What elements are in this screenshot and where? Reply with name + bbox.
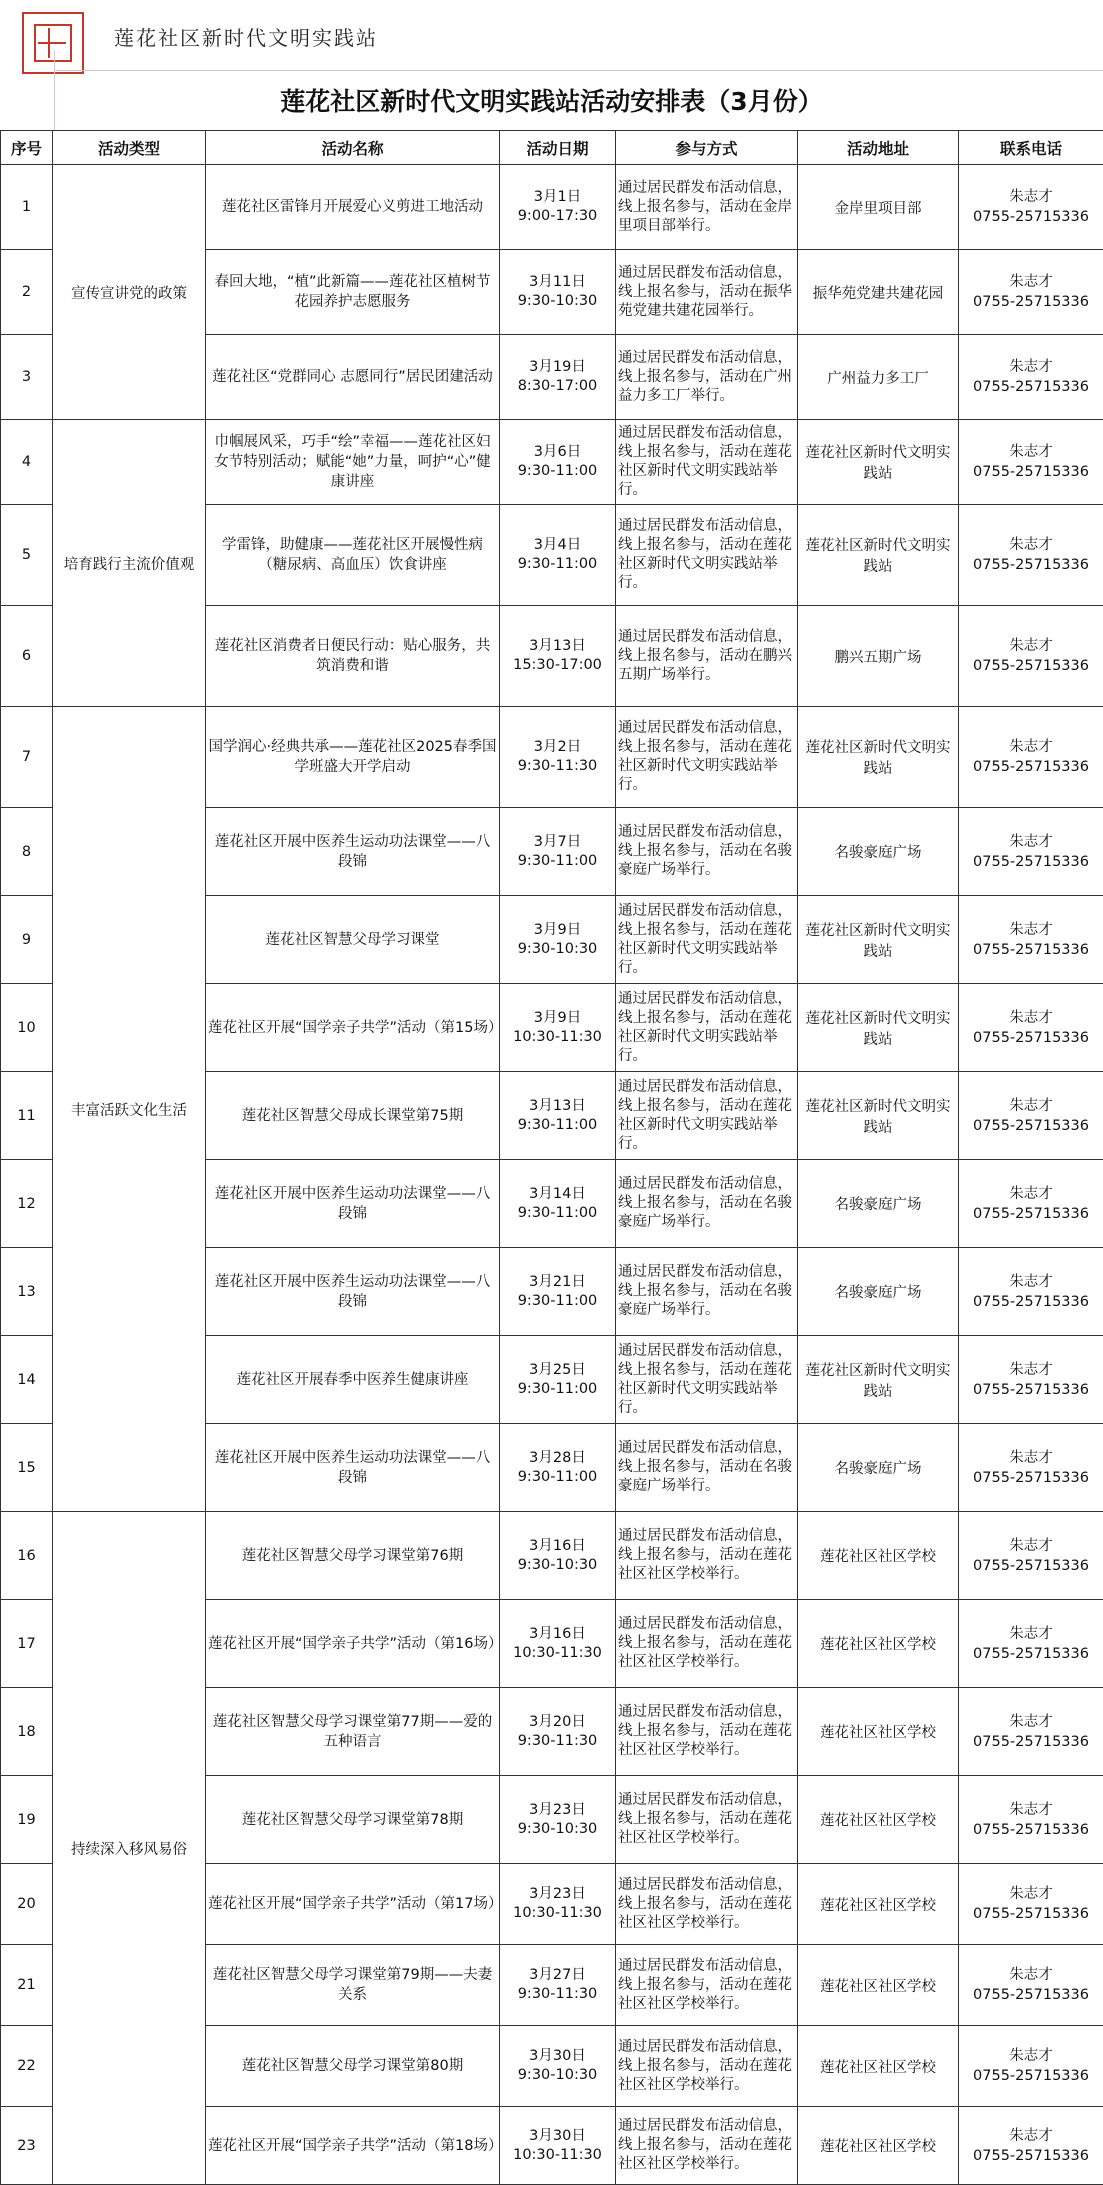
activity-place: 鹏兴五期广场: [798, 606, 959, 707]
table-header-row: [1, 131, 1103, 165]
date-day: 3月9日: [502, 921, 613, 940]
date-time: 9:30-11:00: [502, 852, 613, 871]
activity-date: [500, 707, 616, 808]
activity-name: 莲花社区开展中医养生运动功法课堂——八段锦: [206, 1160, 500, 1248]
contact-phone: [959, 896, 1103, 984]
activity-name: 莲花社区智慧父母学习课堂第78期: [206, 1776, 500, 1864]
activity-name: 莲花社区开展中医养生运动功法课堂——八段锦: [206, 1248, 500, 1336]
activity-date: [500, 606, 616, 707]
table-row: [1, 420, 1103, 505]
activity-place: 莲花社区新时代文明实践站: [798, 984, 959, 1072]
activity-place: 莲花社区社区学校: [798, 1688, 959, 1776]
activity-date: [500, 505, 616, 606]
activity-name: 学雷锋，助健康——莲花社区开展慢性病（糖尿病、高血压）饮食讲座: [206, 505, 500, 606]
activity-name: 莲花社区开展中医养生运动功法课堂——八段锦: [206, 808, 500, 896]
activity-place: 莲花社区新时代文明实践站: [798, 707, 959, 808]
phone-number: 0755-25715336: [961, 656, 1101, 676]
participation-method: 通过居民群发布活动信息，线上报名参与，活动在莲花社区新时代文明实践站举行。: [616, 420, 798, 505]
phone-number: 0755-25715336: [961, 757, 1101, 777]
date-time: 9:30-10:30: [502, 1820, 613, 1839]
activity-type: 培育践行主流价值观: [53, 420, 206, 707]
date-day: 3月16日: [502, 1537, 613, 1556]
contact-name: 朱志才: [961, 1800, 1101, 1820]
contact-name: 朱志才: [961, 920, 1101, 940]
date-time: 9:30-11:00: [502, 1380, 613, 1399]
contact-phone: [959, 420, 1103, 505]
row-number: 21: [1, 1945, 53, 2026]
activity-date: [500, 1072, 616, 1160]
date-time: 9:30-10:30: [502, 2066, 613, 2085]
contact-name: 朱志才: [961, 1360, 1101, 1380]
phone-number: 0755-25715336: [961, 377, 1101, 397]
date-day: 3月4日: [502, 536, 613, 555]
contact-phone: [959, 165, 1103, 250]
activity-place: 名骏豪庭广场: [798, 1160, 959, 1248]
row-number: 18: [1, 1688, 53, 1776]
activity-place: 莲花社区新时代文明实践站: [798, 505, 959, 606]
activity-place: 莲花社区社区学校: [798, 1776, 959, 1864]
participation-method: 通过居民群发布活动信息，线上报名参与，活动在金岸里项目部举行。: [616, 165, 798, 250]
date-day: 3月9日: [502, 1009, 613, 1028]
phone-number: 0755-25715336: [961, 852, 1101, 872]
contact-name: 朱志才: [961, 2046, 1101, 2066]
date-time: 9:30-11:00: [502, 555, 613, 574]
date-day: 3月23日: [502, 1801, 613, 1820]
activity-name: 莲花社区雷锋月开展爱心义剪进工地活动: [206, 165, 500, 250]
date-time: 10:30-11:30: [502, 1028, 613, 1047]
date-time: 9:30-10:30: [502, 292, 613, 311]
phone-number: 0755-25715336: [961, 1820, 1101, 1840]
phone-number: 0755-25715336: [961, 1985, 1101, 2005]
participation-method: 通过居民群发布活动信息，线上报名参与，活动在莲花社区社区学校举行。: [616, 1600, 798, 1688]
contact-phone: [959, 250, 1103, 335]
phone-number: 0755-25715336: [961, 1028, 1101, 1048]
row-number: 14: [1, 1336, 53, 1424]
date-time: 8:30-17:00: [502, 377, 613, 396]
activity-name: 莲花社区消费者日便民行动：贴心服务，共筑消费和谐: [206, 606, 500, 707]
activity-type: 丰富活跃文化生活: [53, 707, 206, 1512]
contact-phone: [959, 1160, 1103, 1248]
activity-place: 莲花社区新时代文明实践站: [798, 896, 959, 984]
table-row: [1, 1512, 1103, 1600]
activity-name: 春回大地，“植”此新篇——莲花社区植树节花园养护志愿服务: [206, 250, 500, 335]
participation-method: 通过居民群发布活动信息，线上报名参与，活动在莲花社区新时代文明实践站举行。: [616, 1336, 798, 1424]
contact-name: 朱志才: [961, 187, 1101, 207]
participation-method: 通过居民群发布活动信息，线上报名参与，活动在名骏豪庭广场举行。: [616, 1424, 798, 1512]
phone-number: 0755-25715336: [961, 940, 1101, 960]
activity-place: 莲花社区新时代文明实践站: [798, 420, 959, 505]
participation-method: 通过居民群发布活动信息，线上报名参与，活动在莲花社区社区学校举行。: [616, 2026, 798, 2107]
contact-name: 朱志才: [961, 832, 1101, 852]
participation-method: 通过居民群发布活动信息，线上报名参与，活动在莲花社区社区学校举行。: [616, 1776, 798, 1864]
activity-place: 莲花社区社区学校: [798, 1600, 959, 1688]
activity-name: 莲花社区开展“国学亲子共学”活动（第18场）: [206, 2107, 500, 2185]
row-number: 7: [1, 707, 53, 808]
date-time: 9:30-11:30: [502, 757, 613, 776]
contact-name: 朱志才: [961, 1712, 1101, 1732]
phone-number: 0755-25715336: [961, 1732, 1101, 1752]
contact-name: 朱志才: [961, 535, 1101, 555]
participation-method: 通过居民群发布活动信息，线上报名参与，活动在莲花社区新时代文明实践站举行。: [616, 1072, 798, 1160]
contact-phone: [959, 1945, 1103, 2026]
date-time: 9:30-11:30: [502, 1985, 613, 2004]
activity-date: [500, 1776, 616, 1864]
phone-number: 0755-25715336: [961, 1468, 1101, 1488]
participation-method: 通过居民群发布活动信息，线上报名参与，活动在莲花社区社区学校举行。: [616, 2107, 798, 2185]
activity-date: [500, 1600, 616, 1688]
participation-method: 通过居民群发布活动信息，线上报名参与，活动在莲花社区社区学校举行。: [616, 1688, 798, 1776]
activity-name: 莲花社区“党群同心 志愿同行”居民团建活动: [206, 335, 500, 420]
activity-date: [500, 2107, 616, 2185]
activity-place: 莲花社区新时代文明实践站: [798, 1336, 959, 1424]
activity-type: 宣传宣讲党的政策: [53, 165, 206, 420]
column-header: 活动日期: [500, 131, 616, 165]
contact-phone: [959, 1248, 1103, 1336]
column-header: 序号: [1, 131, 53, 165]
date-day: 3月14日: [502, 1185, 613, 1204]
header-rule: [54, 70, 1103, 71]
contact-name: 朱志才: [961, 737, 1101, 757]
activity-place: 广州益力多工厂: [798, 335, 959, 420]
date-day: 3月23日: [502, 1885, 613, 1904]
contact-name: 朱志才: [961, 1184, 1101, 1204]
date-time: 9:30-11:00: [502, 1204, 613, 1223]
phone-number: 0755-25715336: [961, 1380, 1101, 1400]
activity-place: 名骏豪庭广场: [798, 1424, 959, 1512]
participation-method: 通过居民群发布活动信息，线上报名参与，活动在莲花社区社区学校举行。: [616, 1945, 798, 2026]
activity-date: [500, 1864, 616, 1945]
date-time: 9:00-17:30: [502, 207, 613, 226]
participation-method: 通过居民群发布活动信息，线上报名参与，活动在莲花社区社区学校举行。: [616, 1512, 798, 1600]
activity-date: [500, 250, 616, 335]
participation-method: 通过居民群发布活动信息，线上报名参与，活动在名骏豪庭广场举行。: [616, 1248, 798, 1336]
phone-number: 0755-25715336: [961, 555, 1101, 575]
contact-name: 朱志才: [961, 636, 1101, 656]
phone-number: 0755-25715336: [961, 1556, 1101, 1576]
row-number: 9: [1, 896, 53, 984]
participation-method: 通过居民群发布活动信息，线上报名参与，活动在广州益力多工厂举行。: [616, 335, 798, 420]
date-day: 3月27日: [502, 1966, 613, 1985]
activity-name: 莲花社区开展“国学亲子共学”活动（第17场）: [206, 1864, 500, 1945]
contact-phone: [959, 1688, 1103, 1776]
logo-seal-icon: [22, 12, 84, 74]
row-number: 13: [1, 1248, 53, 1336]
row-number: 1: [1, 165, 53, 250]
participation-method: 通过居民群发布活动信息，线上报名参与，活动在莲花社区社区学校举行。: [616, 1864, 798, 1945]
activity-name: 莲花社区开展“国学亲子共学”活动（第16场）: [206, 1600, 500, 1688]
row-number: 16: [1, 1512, 53, 1600]
date-day: 3月6日: [502, 443, 613, 462]
activity-name: 莲花社区开展春季中医养生健康讲座: [206, 1336, 500, 1424]
phone-number: 0755-25715336: [961, 1116, 1101, 1136]
date-time: 10:30-11:30: [502, 1904, 613, 1923]
schedule-table: [0, 130, 1103, 2185]
activity-date: [500, 984, 616, 1072]
activity-name: 国学润心·经典共承——莲花社区2025春季国学班盛大开学启动: [206, 707, 500, 808]
date-time: 9:30-11:00: [502, 462, 613, 481]
table-row: [1, 707, 1103, 808]
activity-date: [500, 1424, 616, 1512]
participation-method: 通过居民群发布活动信息，线上报名参与，活动在莲花社区新时代文明实践站举行。: [616, 896, 798, 984]
column-header: 活动地址: [798, 131, 959, 165]
contact-phone: [959, 2026, 1103, 2107]
date-time: 15:30-17:00: [502, 656, 613, 675]
phone-number: 0755-25715336: [961, 2066, 1101, 2086]
contact-name: 朱志才: [961, 1096, 1101, 1116]
phone-number: 0755-25715336: [961, 462, 1101, 482]
contact-phone: [959, 1776, 1103, 1864]
row-number: 3: [1, 335, 53, 420]
contact-phone: [959, 1600, 1103, 1688]
contact-phone: [959, 984, 1103, 1072]
brand-name: 莲花社区新时代文明实践站: [114, 22, 378, 51]
date-time: 9:30-11:00: [502, 1468, 613, 1487]
date-day: 3月21日: [502, 1273, 613, 1292]
activity-date: [500, 808, 616, 896]
contact-phone: [959, 505, 1103, 606]
participation-method: 通过居民群发布活动信息，线上报名参与，活动在名骏豪庭广场举行。: [616, 1160, 798, 1248]
activity-name: 莲花社区智慧父母学习课堂第76期: [206, 1512, 500, 1600]
activity-name: 莲花社区开展中医养生运动功法课堂——八段锦: [206, 1424, 500, 1512]
contact-name: 朱志才: [961, 442, 1101, 462]
phone-number: 0755-25715336: [961, 292, 1101, 312]
row-number: 23: [1, 2107, 53, 2185]
activity-date: [500, 1336, 616, 1424]
activity-date: [500, 335, 616, 420]
participation-method: 通过居民群发布活动信息，线上报名参与，活动在鹏兴五期广场举行。: [616, 606, 798, 707]
date-day: 3月2日: [502, 738, 613, 757]
activity-date: [500, 896, 616, 984]
date-time: 10:30-11:30: [502, 2146, 613, 2165]
contact-phone: [959, 1512, 1103, 1600]
date-day: 3月30日: [502, 2047, 613, 2066]
activity-name: 莲花社区智慧父母成长课堂第75期: [206, 1072, 500, 1160]
activity-date: [500, 1248, 616, 1336]
page-title: 莲花社区新时代文明实践站活动安排表（3月份）: [0, 74, 1103, 130]
activity-place: 莲花社区社区学校: [798, 1864, 959, 1945]
contact-name: 朱志才: [961, 1536, 1101, 1556]
contact-phone: [959, 1336, 1103, 1424]
contact-name: 朱志才: [961, 1272, 1101, 1292]
date-time: 9:30-11:30: [502, 1732, 613, 1751]
activity-name: 莲花社区智慧父母学习课堂第79期——夫妻关系: [206, 1945, 500, 2026]
date-day: 3月13日: [502, 1097, 613, 1116]
activity-date: [500, 1945, 616, 2026]
contact-name: 朱志才: [961, 2126, 1101, 2146]
row-number: 20: [1, 1864, 53, 1945]
date-day: 3月30日: [502, 2127, 613, 2146]
date-time: 9:30-10:30: [502, 1556, 613, 1575]
row-number: 11: [1, 1072, 53, 1160]
column-header: 活动类型: [53, 131, 206, 165]
activity-place: 名骏豪庭广场: [798, 1248, 959, 1336]
contact-phone: [959, 2107, 1103, 2185]
row-number: 5: [1, 505, 53, 606]
date-day: 3月13日: [502, 637, 613, 656]
activity-name: 莲花社区智慧父母学习课堂: [206, 896, 500, 984]
date-day: 3月20日: [502, 1713, 613, 1732]
activity-name: 巾帼展风采，巧手“绘”幸福——莲花社区妇女节特别活动；赋能“她”力量，呵护“心”健康讲座: [206, 420, 500, 505]
date-day: 3月7日: [502, 833, 613, 852]
date-day: 3月11日: [502, 273, 613, 292]
row-number: 15: [1, 1424, 53, 1512]
participation-method: 通过居民群发布活动信息，线上报名参与，活动在振华苑党建共建花园举行。: [616, 250, 798, 335]
column-header: 参与方式: [616, 131, 798, 165]
activity-name: 莲花社区开展“国学亲子共学”活动（第15场）: [206, 984, 500, 1072]
row-number: 12: [1, 1160, 53, 1248]
contact-phone: [959, 808, 1103, 896]
row-number: 10: [1, 984, 53, 1072]
contact-name: 朱志才: [961, 357, 1101, 377]
row-number: 17: [1, 1600, 53, 1688]
phone-number: 0755-25715336: [961, 1204, 1101, 1224]
date-day: 3月16日: [502, 1625, 613, 1644]
activity-date: [500, 165, 616, 250]
activity-date: [500, 420, 616, 505]
row-number: 22: [1, 2026, 53, 2107]
date-day: 3月19日: [502, 358, 613, 377]
contact-phone: [959, 335, 1103, 420]
activity-name: 莲花社区智慧父母学习课堂第80期: [206, 2026, 500, 2107]
row-number: 8: [1, 808, 53, 896]
phone-number: 0755-25715336: [961, 1904, 1101, 1924]
phone-number: 0755-25715336: [961, 1292, 1101, 1312]
participation-method: 通过居民群发布活动信息，线上报名参与，活动在名骏豪庭广场举行。: [616, 808, 798, 896]
row-number: 4: [1, 420, 53, 505]
contact-phone: [959, 707, 1103, 808]
contact-name: 朱志才: [961, 1965, 1101, 1985]
activity-date: [500, 2026, 616, 2107]
activity-place: 莲花社区社区学校: [798, 1512, 959, 1600]
column-header: 联系电话: [959, 131, 1103, 165]
date-time: 10:30-11:30: [502, 1644, 613, 1663]
date-day: 3月28日: [502, 1449, 613, 1468]
contact-name: 朱志才: [961, 272, 1101, 292]
activity-name: 莲花社区智慧父母学习课堂第77期——爱的五种语言: [206, 1688, 500, 1776]
contact-phone: [959, 1864, 1103, 1945]
participation-method: 通过居民群发布活动信息，线上报名参与，活动在莲花社区新时代文明实践站举行。: [616, 505, 798, 606]
activity-type: 持续深入移风易俗: [53, 1512, 206, 2185]
date-day: 3月1日: [502, 188, 613, 207]
activity-place: 莲花社区社区学校: [798, 2026, 959, 2107]
contact-phone: [959, 1424, 1103, 1512]
contact-phone: [959, 1072, 1103, 1160]
activity-date: [500, 1160, 616, 1248]
contact-name: 朱志才: [961, 1448, 1101, 1468]
activity-place: 莲花社区新时代文明实践站: [798, 1072, 959, 1160]
date-time: 9:30-11:00: [502, 1116, 613, 1135]
phone-number: 0755-25715336: [961, 1644, 1101, 1664]
date-time: 9:30-11:00: [502, 1292, 613, 1311]
contact-phone: [959, 606, 1103, 707]
activity-place: 振华苑党建共建花园: [798, 250, 959, 335]
date-time: 9:30-10:30: [502, 940, 613, 959]
contact-name: 朱志才: [961, 1008, 1101, 1028]
date-day: 3月25日: [502, 1361, 613, 1380]
phone-number: 0755-25715336: [961, 207, 1101, 227]
participation-method: 通过居民群发布活动信息，线上报名参与，活动在莲花社区新时代文明实践站举行。: [616, 984, 798, 1072]
contact-name: 朱志才: [961, 1624, 1101, 1644]
participation-method: 通过居民群发布活动信息，线上报名参与，活动在莲花社区新时代文明实践站举行。: [616, 707, 798, 808]
page-header: [0, 0, 1103, 72]
activity-place: 莲花社区社区学校: [798, 1945, 959, 2026]
row-number: 19: [1, 1776, 53, 1864]
activity-date: [500, 1512, 616, 1600]
table-row: [1, 165, 1103, 250]
activity-place: 金岸里项目部: [798, 165, 959, 250]
phone-number: 0755-25715336: [961, 2146, 1101, 2166]
contact-name: 朱志才: [961, 1884, 1101, 1904]
activity-date: [500, 1688, 616, 1776]
activity-place: 名骏豪庭广场: [798, 808, 959, 896]
activity-place: 莲花社区社区学校: [798, 2107, 959, 2185]
row-number: 2: [1, 250, 53, 335]
column-header: 活动名称: [206, 131, 500, 165]
row-number: 6: [1, 606, 53, 707]
